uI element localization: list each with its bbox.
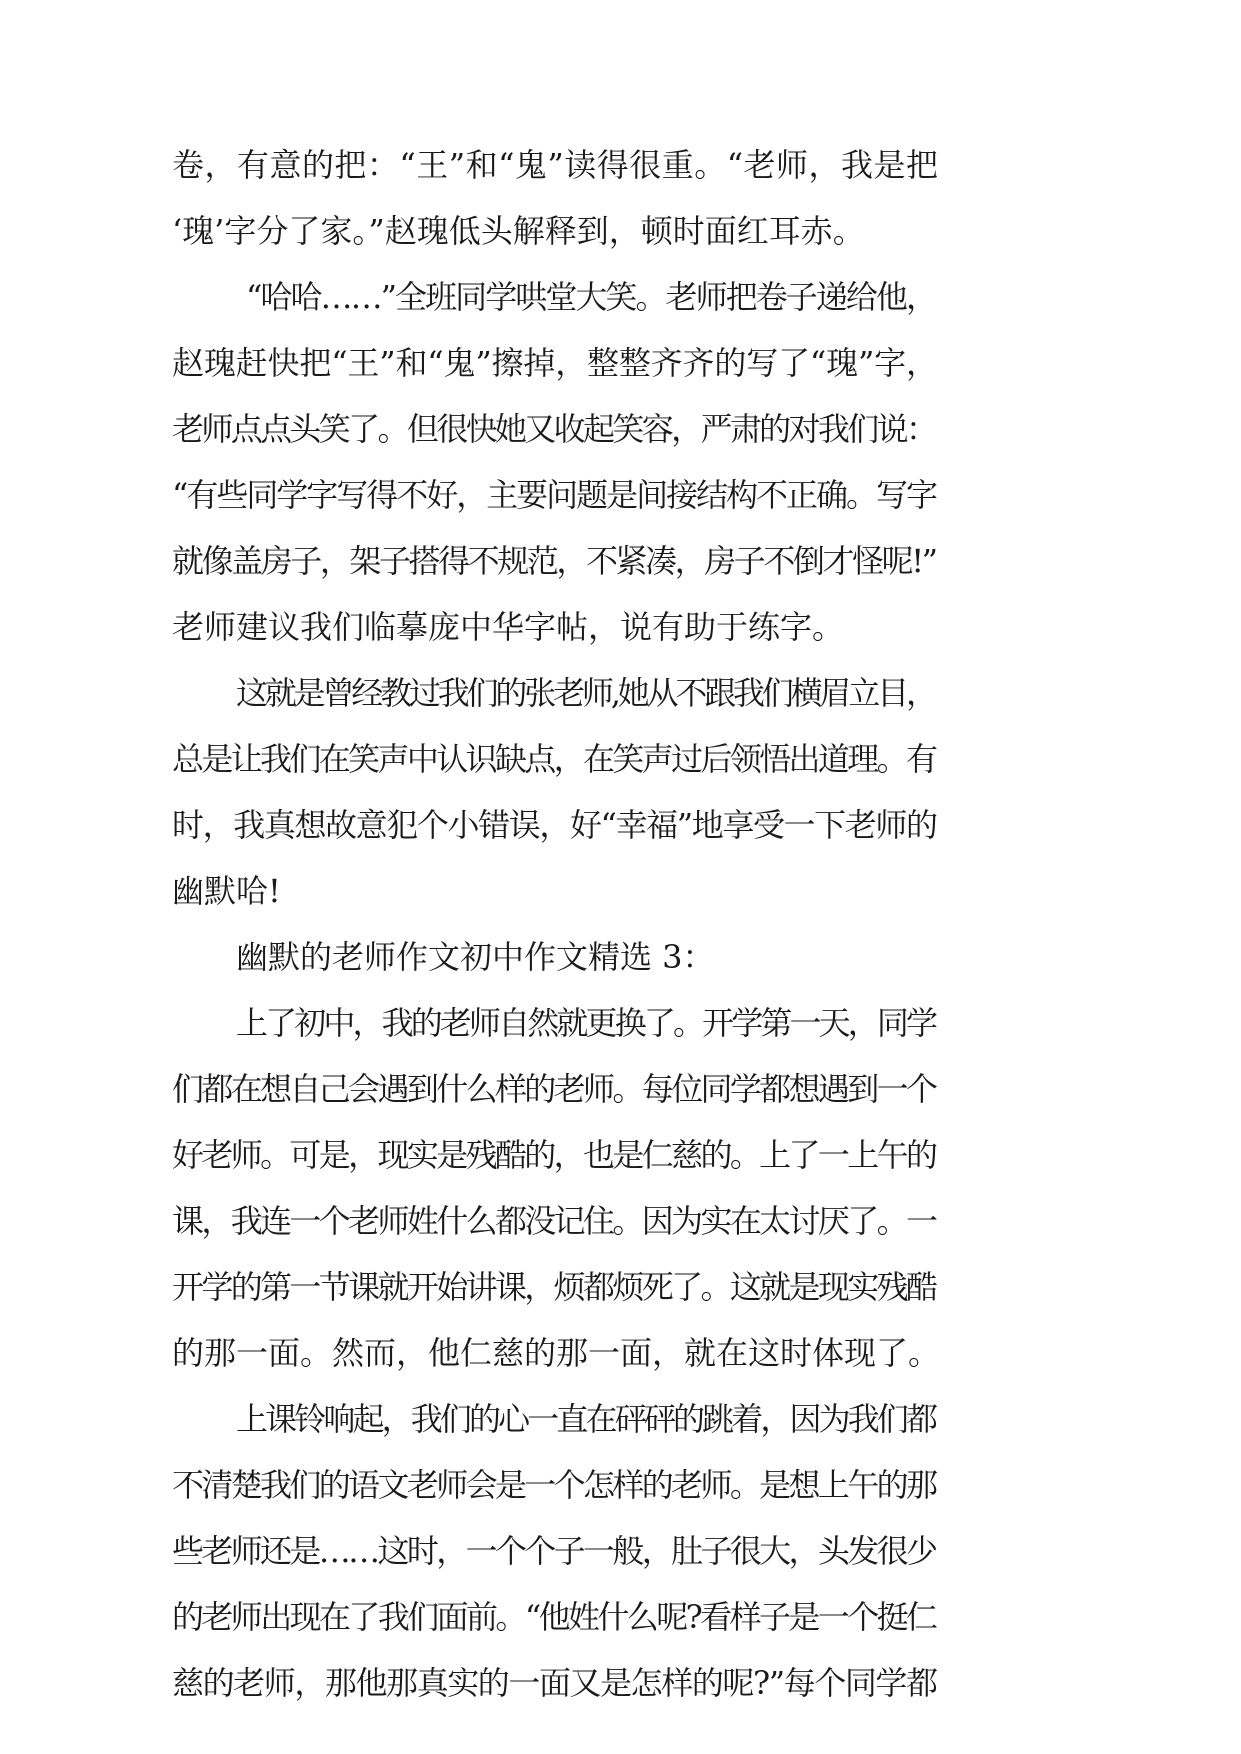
- text-line: [0, 1386, 1241, 1452]
- line-text: “哈哈……”全班同学哄堂大笑。老师把卷子递给他，: [246, 278, 937, 316]
- text-line: [0, 924, 1241, 990]
- line-text: “有些同学字写得不好，主要问题是间接结构不正确。写字: [172, 476, 936, 514]
- line-text: 不清楚我们的语文老师会是一个怎样的老师。是想上午的那: [172, 1466, 936, 1504]
- line-text: 总是让我们在笑声中认识缺点，在笑声过后领悟出道理。有: [172, 740, 936, 778]
- line-text: 些老师还是……这时，一个个子一般，肚子很大，头发很少: [172, 1532, 936, 1570]
- text-line: [0, 726, 1241, 792]
- text-line: [0, 264, 1241, 330]
- line-text: 上课铃响起，我们的心一直在砰砰的跳着，因为我们都: [236, 1400, 936, 1438]
- text-line: [0, 132, 1241, 198]
- text-line: [0, 1122, 1241, 1188]
- line-text: 就像盖房子，架子搭得不规范，不紧凑，房子不倒才怪呢!”: [172, 542, 936, 580]
- text-line: [0, 660, 1241, 726]
- text-line: [0, 1518, 1241, 1584]
- line-text: 幽默哈!: [172, 872, 281, 910]
- text-line: [0, 1452, 1241, 1518]
- line-text: 的那一面。然而，他仁慈的那一面，就在这时体现了。: [172, 1334, 941, 1372]
- text-line: [0, 1584, 1241, 1650]
- line-text: 上了初中，我的老师自然就更换了。开学第一天，同学: [236, 1004, 936, 1042]
- line-text: 幽默的老师作文初中作文精选 3：: [236, 938, 715, 976]
- text-line: [0, 858, 1241, 924]
- line-text: 课，我连一个老师姓什么都没记住。因为实在太讨厌了。一: [172, 1202, 936, 1240]
- line-text: ‘瑰’字分了家。”赵瑰低头解释到，顿时面红耳赤。: [172, 212, 865, 250]
- text-line: [0, 528, 1241, 594]
- text-line: [0, 1254, 1241, 1320]
- line-text: 老师建议我们临摹庞中华字帖，说有助于练字。: [172, 608, 845, 646]
- line-text: 的老师出现在了我们面前。“他姓什么呢?看样子是一个挺仁: [172, 1598, 936, 1636]
- text-line: [0, 198, 1241, 264]
- text-line: [0, 1320, 1241, 1386]
- text-line: [0, 1056, 1241, 1122]
- line-text: 时，我真想故意犯个小错误，好“幸福”地享受一下老师的: [172, 806, 937, 844]
- line-text: 老师点点头笑了。但很快她又收起笑容，严肃的对我们说：: [172, 410, 936, 448]
- line-text: 开学的第一节课就开始讲课，烦都烦死了。这就是现实残酷: [172, 1268, 936, 1306]
- text-line: [0, 462, 1241, 528]
- line-text: 这就是曾经教过我们的张老师,她从不跟我们横眉立目，: [236, 674, 935, 712]
- line-text: 慈的老师，那他那真实的一面又是怎样的呢?”每个同学都: [172, 1664, 937, 1702]
- text-line: [0, 792, 1241, 858]
- line-text: 好老师。可是，现实是残酷的，也是仁慈的。上了一上午的: [172, 1136, 936, 1174]
- text-line: [0, 1188, 1241, 1254]
- text-line: [0, 594, 1241, 660]
- line-text: 们都在想自己会遇到什么样的老师。每位同学都想遇到一个: [172, 1070, 936, 1108]
- line-text: 卷，有意的把：“王”和“鬼”读得很重。“老师，我是把: [172, 146, 939, 184]
- line-text: 赵瑰赶快把“王”和“鬼”擦掉，整整齐齐的写了“瑰”字，: [172, 344, 938, 382]
- text-line: [0, 990, 1241, 1056]
- text-line: [0, 330, 1241, 396]
- text-line: [0, 396, 1241, 462]
- text-line: [0, 1650, 1241, 1716]
